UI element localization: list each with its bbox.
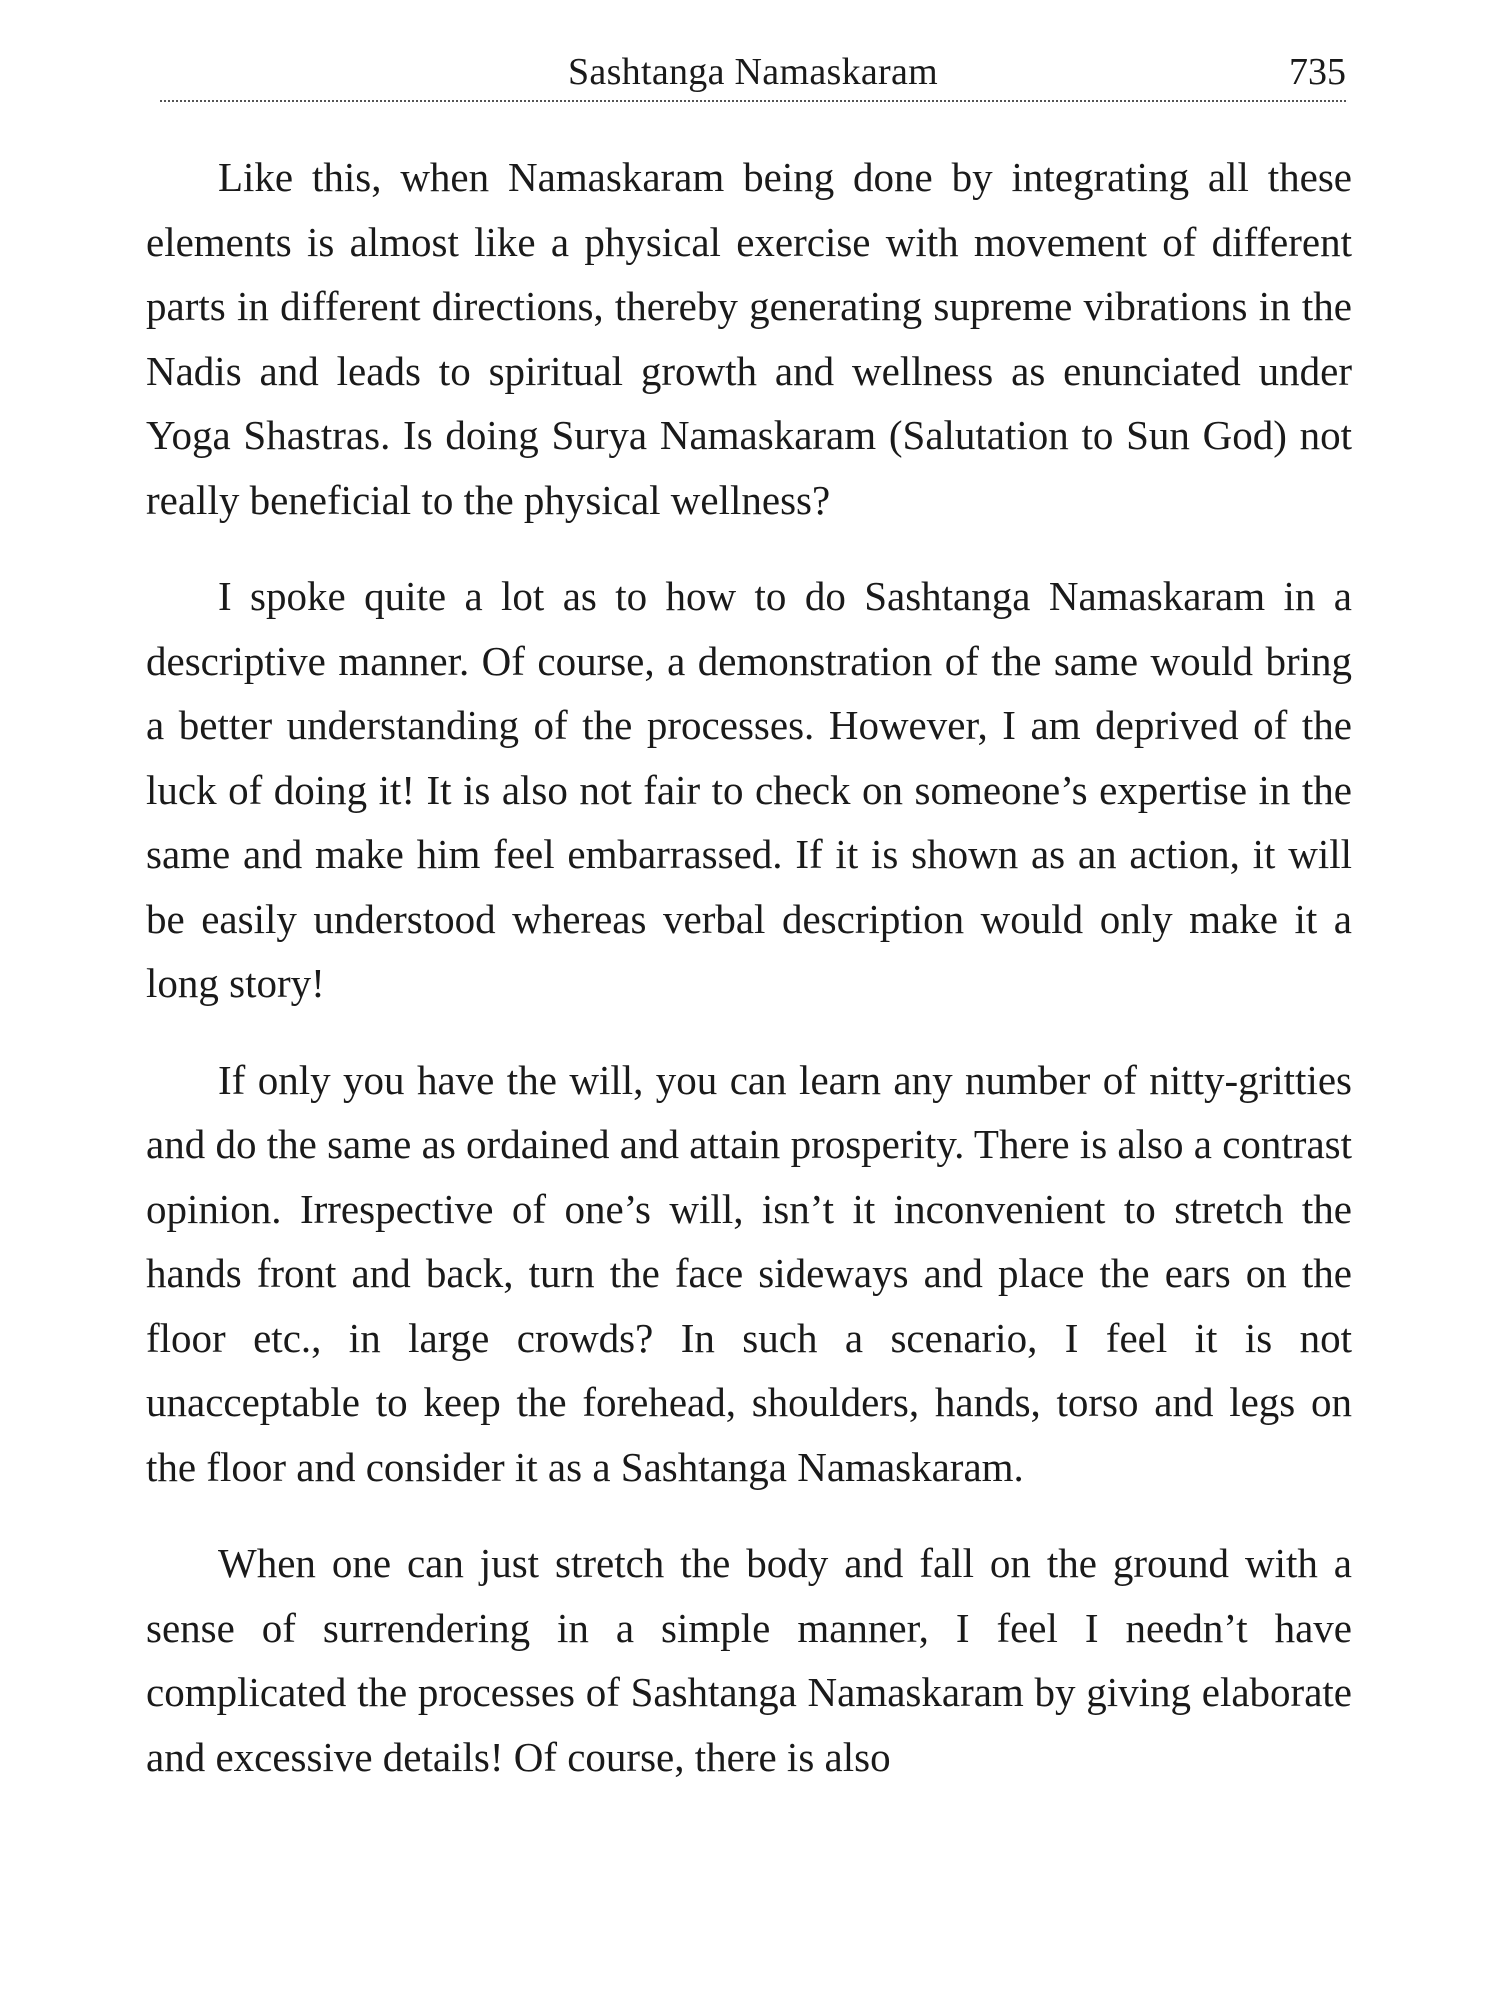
- running-title: Sashtanga Namaskaram: [567, 51, 939, 93]
- body-text: [146, 145, 1352, 1789]
- page-number: 735: [1289, 51, 1346, 93]
- paragraph-3: If only you have the will, you can learn any number of nitty-gritties and do the same as ordained and attain prosperity. There is also a contrast opinion. Irrespective of one’s will, isn’t it inconvenient to stretch the hands front and back, turn the face sideways and place the ears on the floor etc., in large crowds? In such a scenario, I feel it is not unacceptable to keep the forehead, shoulders, hands, torso and legs on the floor and consider it as a Sashtanga Namaskaram.: [146, 1056, 1352, 1490]
- paragraph-4: When one can just stretch the body and fall on the ground with a sense of surrendering in a simple manner, I feel I needn’t have complicated the processes of Sashtanga Namaskaram by giving elaborate and excessive details! Of course, there is also: [146, 1540, 1352, 1780]
- header-rule: [160, 100, 1346, 102]
- running-header: [160, 46, 1346, 98]
- paragraph-2: I spoke quite a lot as to how to do Sashtanga Namaskaram in a descriptive manner. Of course, a demonstration of the same would bring a better understanding of the processes. However, I am deprived of the luck of doing it! It is also not fair to check on someone’s expertise in the same and make him feel embarrassed. If it is shown as an action, it will be easily understood whereas verbal description would only make it a long story!: [146, 573, 1352, 1006]
- paragraph-1: Like this, when Namaskaram being done by integrating all these elements is almost like a physical exercise with movement of different parts in different directions, thereby generating supreme vibrations in the Nadis and leads to spiritual growth and wellness as enunciated under Yoga Shastras. Is doing Surya Namaskaram (Salutation to Sun God) not really beneficial to the physical wellness?: [146, 154, 1352, 523]
